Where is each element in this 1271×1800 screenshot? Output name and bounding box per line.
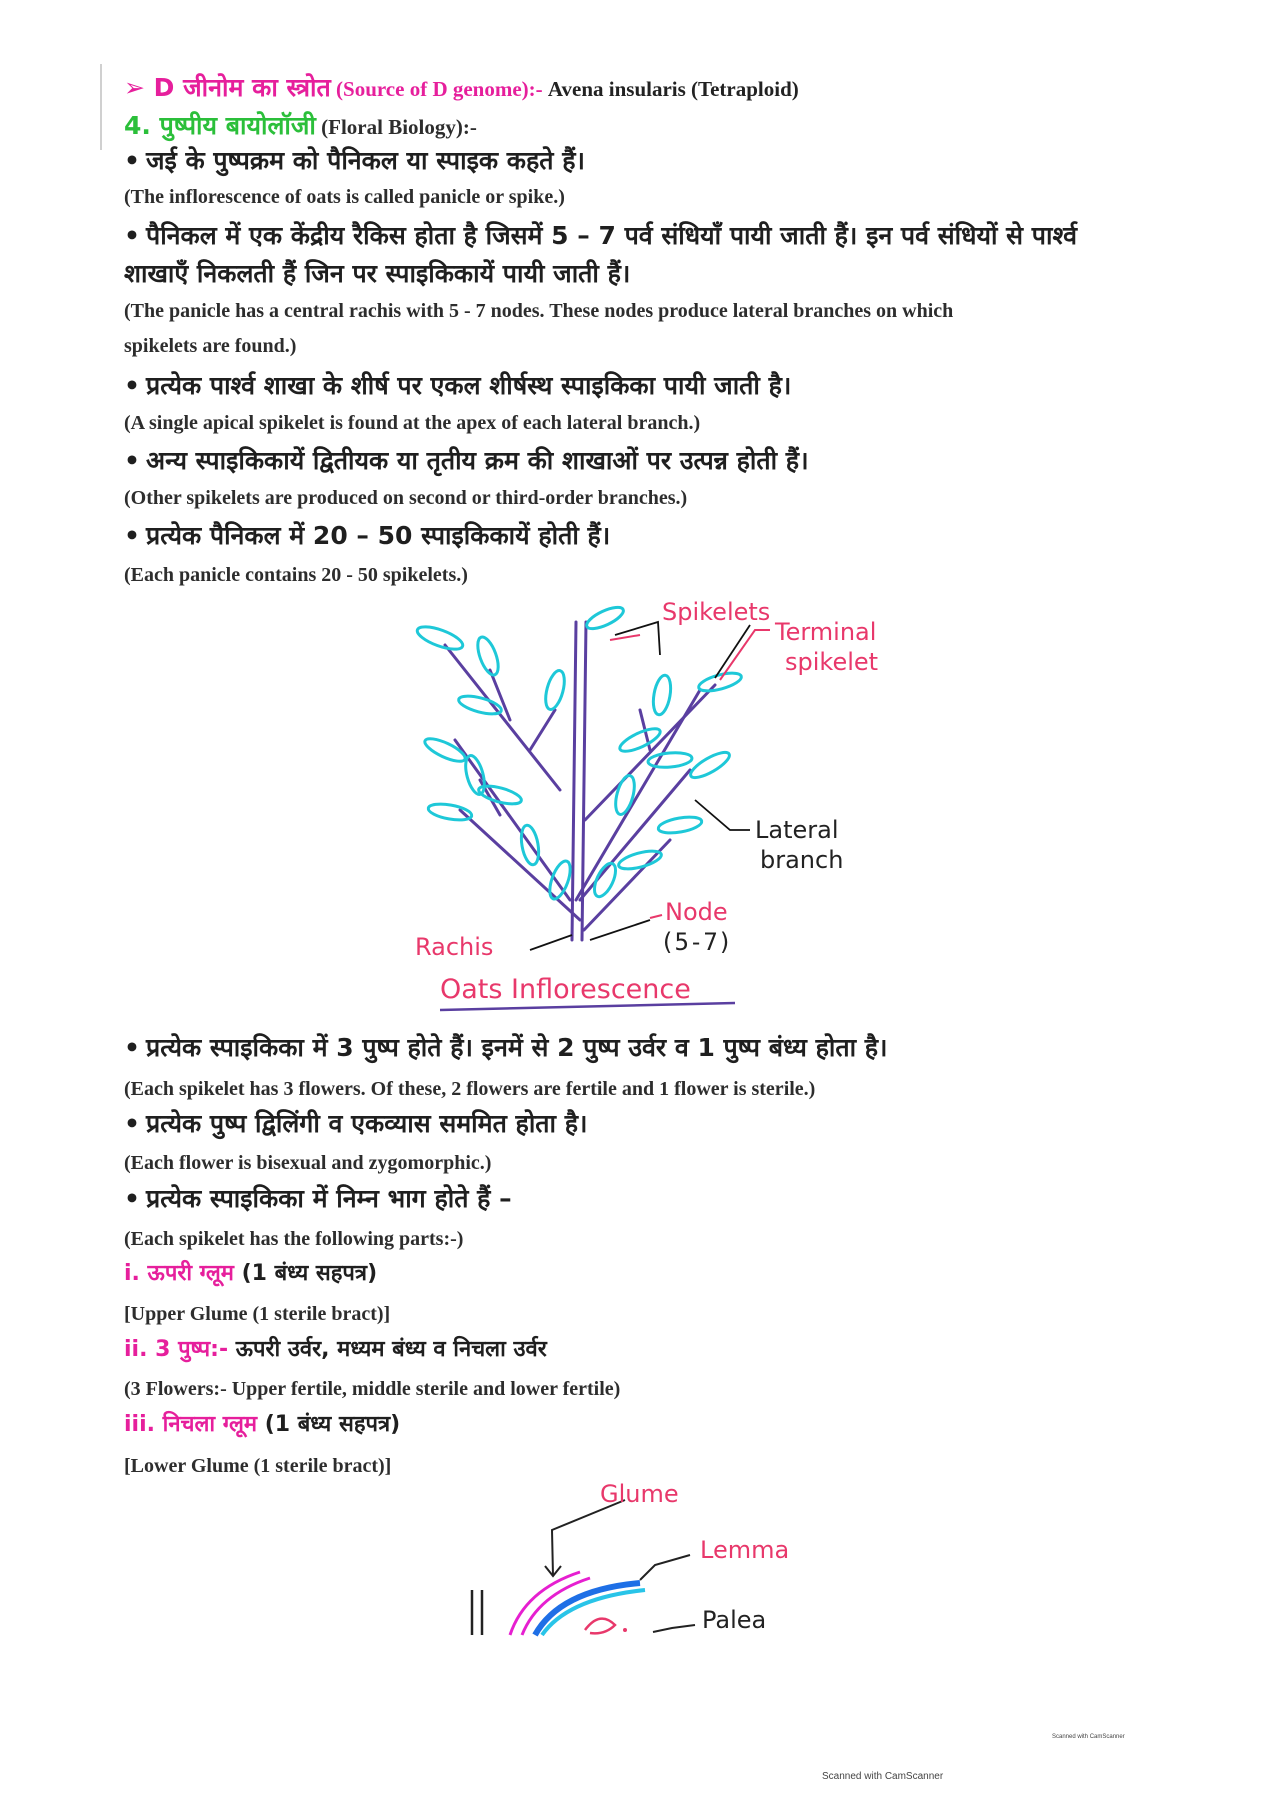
d-genome-hindi: ➢ D जीनोम का स्त्रोत — [124, 73, 331, 102]
text-hi-5: प्रत्येक पैनिकल में 20 – 50 स्पाइकिकायें होती हैं। — [146, 521, 611, 550]
text-en-2b: spikelets are found.) — [124, 335, 297, 357]
bullet-dot: • — [124, 146, 140, 175]
rachis-leader — [530, 935, 572, 950]
floral-biology-hindi: 4. पुष्पीय बायोलॉजी — [124, 111, 316, 140]
label-glume: Glume — [600, 1480, 679, 1508]
bullet-hi-6 — [124, 1030, 888, 1064]
text-en-8: (Each spikelet has the following parts:-) — [124, 1228, 464, 1250]
lemma-arrow — [640, 1555, 690, 1580]
text-en-5: (Each panicle contains 20 - 50 spikelets.) — [124, 564, 468, 586]
text-en-lower-glume: [Lower Glume (1 sterile bract)] — [124, 1455, 392, 1477]
spikelet — [477, 783, 523, 808]
terminal-spikelet — [697, 670, 743, 695]
bullet-dot: • — [124, 1033, 140, 1062]
label-rachis: Rachis — [415, 933, 494, 961]
text-en-flowers: (3 Flowers:- Upper fertile, middle sterile and lower fertile) — [124, 1378, 621, 1400]
secondary-branch — [530, 710, 555, 750]
bullet-hi-2 — [124, 218, 1077, 252]
spikelet — [462, 754, 488, 797]
part-lower-glume — [124, 1408, 400, 1438]
bullet-dot: • — [124, 1184, 140, 1213]
label-spikelets: Spikelets — [662, 600, 771, 626]
text-hi-4: अन्य स्पाइकिकायें द्वितीयक या तृतीय क्रम की शाखाओं पर उत्पन्न होती हैं। — [146, 446, 809, 475]
spikelet — [422, 734, 468, 765]
spikelet — [457, 693, 503, 718]
label-palea: Palea — [702, 1606, 767, 1634]
spikelet — [617, 848, 663, 873]
scanner-watermark-small: Scanned with CamScanner — [1052, 1734, 1125, 1740]
label-node-count: (5-7) — [660, 928, 733, 956]
text-hi-2b: शाखाएँ निकलती हैं जिन पर स्पाइकिकायें पायी जाती हैं। — [124, 259, 631, 288]
spikelet — [584, 603, 626, 633]
spikelet-parts-diagram — [450, 1480, 850, 1650]
terminal-leader — [715, 625, 750, 678]
part-lower-glume-label: iii. निचला ग्लूम — [124, 1412, 258, 1437]
label-lemma: Lemma — [700, 1536, 790, 1564]
bullet-hi-7 — [124, 1106, 587, 1140]
lateral-branch — [445, 645, 560, 790]
node-leader — [590, 920, 650, 940]
floral-biology-heading — [124, 108, 477, 142]
diagram-title: Oats Inflorescence — [440, 974, 691, 1005]
spikelet — [687, 748, 732, 782]
text-hi-3: प्रत्येक पार्श्व शाखा के शीर्ष पर एकल शीर्षस्थ स्पाइकिका पायी जाती है। — [146, 371, 792, 400]
palea-arrow — [653, 1625, 695, 1632]
spikelet — [415, 622, 466, 653]
text-en-4: (Other spikelets are produced on second or third-order branches.) — [124, 487, 688, 509]
spikelet — [474, 634, 503, 677]
spikelet — [617, 724, 663, 755]
bullet-hi-3 — [124, 368, 791, 402]
rachis-stem — [572, 622, 576, 940]
text-hi-8: प्रत्येक स्पाइकिका में निम्न भाग होते हैं – — [146, 1184, 512, 1213]
label-node: Node — [665, 898, 728, 926]
d-genome-source: Avena insularis (Tetraploid) — [542, 77, 799, 101]
bullet-dot: • — [124, 1109, 140, 1138]
page-edge-line — [100, 64, 102, 150]
spikelet — [542, 669, 568, 712]
part-lower-glume-desc: (1 बंध्य सहपत्र) — [257, 1412, 401, 1437]
label-terminal: Terminal — [775, 618, 877, 646]
oats-inflorescence-diagram — [400, 600, 920, 1020]
bullet-dot: • — [124, 446, 140, 475]
text-en-3: (A single apical spikelet is found at the apex of each lateral branch.) — [124, 412, 701, 434]
glume-arrow — [552, 1500, 625, 1576]
part-flowers — [124, 1333, 547, 1363]
bullet-hi-4 — [124, 443, 809, 477]
bullet-dot: • — [124, 221, 140, 250]
text-hi-2a: पैनिकल में एक केंद्रीय रैकिस होता है जिसमें 5 – 7 पर्व संधियाँ पायी जाती हैं। इन पर्व संधियों से पार्श्व — [146, 221, 1077, 250]
text-en-6: (Each spikelet has 3 flowers. Of these, 2 flowers are fertile and 1 flower is sterile.) — [124, 1078, 816, 1100]
palea-scribble — [585, 1619, 615, 1634]
part-upper-glume — [124, 1257, 377, 1287]
part-upper-glume-desc: (1 बंध्य सहपत्र) — [233, 1261, 378, 1286]
text-en-2a: (The panicle has a central rachis with 5 - 7 nodes. These nodes produce lateral branches on which — [124, 300, 954, 322]
text-hi-1: जई के पुष्पक्रम को पैनिकल या स्पाइक कहते हैं। — [146, 146, 585, 175]
bullet-hi-5 — [124, 518, 610, 552]
scanner-watermark: Scanned with CamScanner — [822, 1771, 944, 1782]
lateral-leader — [695, 800, 750, 830]
spikelet — [546, 858, 575, 901]
spikelet — [651, 674, 674, 716]
d-genome-line — [124, 70, 799, 104]
label-terminal-spikelet: spikelet — [785, 648, 879, 676]
lateral-branch — [460, 810, 580, 920]
bullet-hi-8 — [124, 1181, 512, 1215]
spikelet — [647, 751, 692, 769]
part-flowers-label: ii. 3 पुष्प:- — [124, 1337, 229, 1362]
palea-dot — [623, 1628, 627, 1632]
text-en-upper-glume: [Upper Glume (1 sterile bract)] — [124, 1303, 391, 1325]
text-en-1: (The inflorescence of oats is called panicle or spike.) — [124, 186, 565, 208]
bullet-dot: • — [124, 371, 140, 400]
text-hi-7: प्रत्येक पुष्प द्विलिंगी व एकव्यास सममित होता है। — [146, 1109, 588, 1138]
spikelet — [427, 801, 473, 822]
text-en-7: (Each flower is bisexual and zygomorphic.) — [124, 1152, 492, 1174]
node-pink-leader — [650, 915, 662, 918]
spikelets-pink-leader — [610, 635, 640, 640]
bullet-hi-1 — [124, 143, 585, 177]
part-upper-glume-label: i. ऊपरी ग्लूम — [124, 1261, 234, 1286]
spikelet — [657, 814, 703, 835]
d-genome-english-label: (Source of D genome):- — [330, 77, 543, 101]
part-flowers-desc: ऊपरी उर्वर, मध्यम बंध्य व निचला उर्वर — [228, 1337, 547, 1362]
floral-biology-english: (Floral Biology):- — [315, 115, 477, 139]
bullet-dot: • — [124, 521, 140, 550]
label-branch: branch — [760, 846, 844, 874]
text-hi-6: प्रत्येक स्पाइकिका में 3 पुष्प होते हैं। इनमें से 2 पुष्प उर्वर व 1 पुष्प बंध्य होता है। — [146, 1033, 888, 1062]
label-lateral: Lateral — [755, 816, 839, 844]
